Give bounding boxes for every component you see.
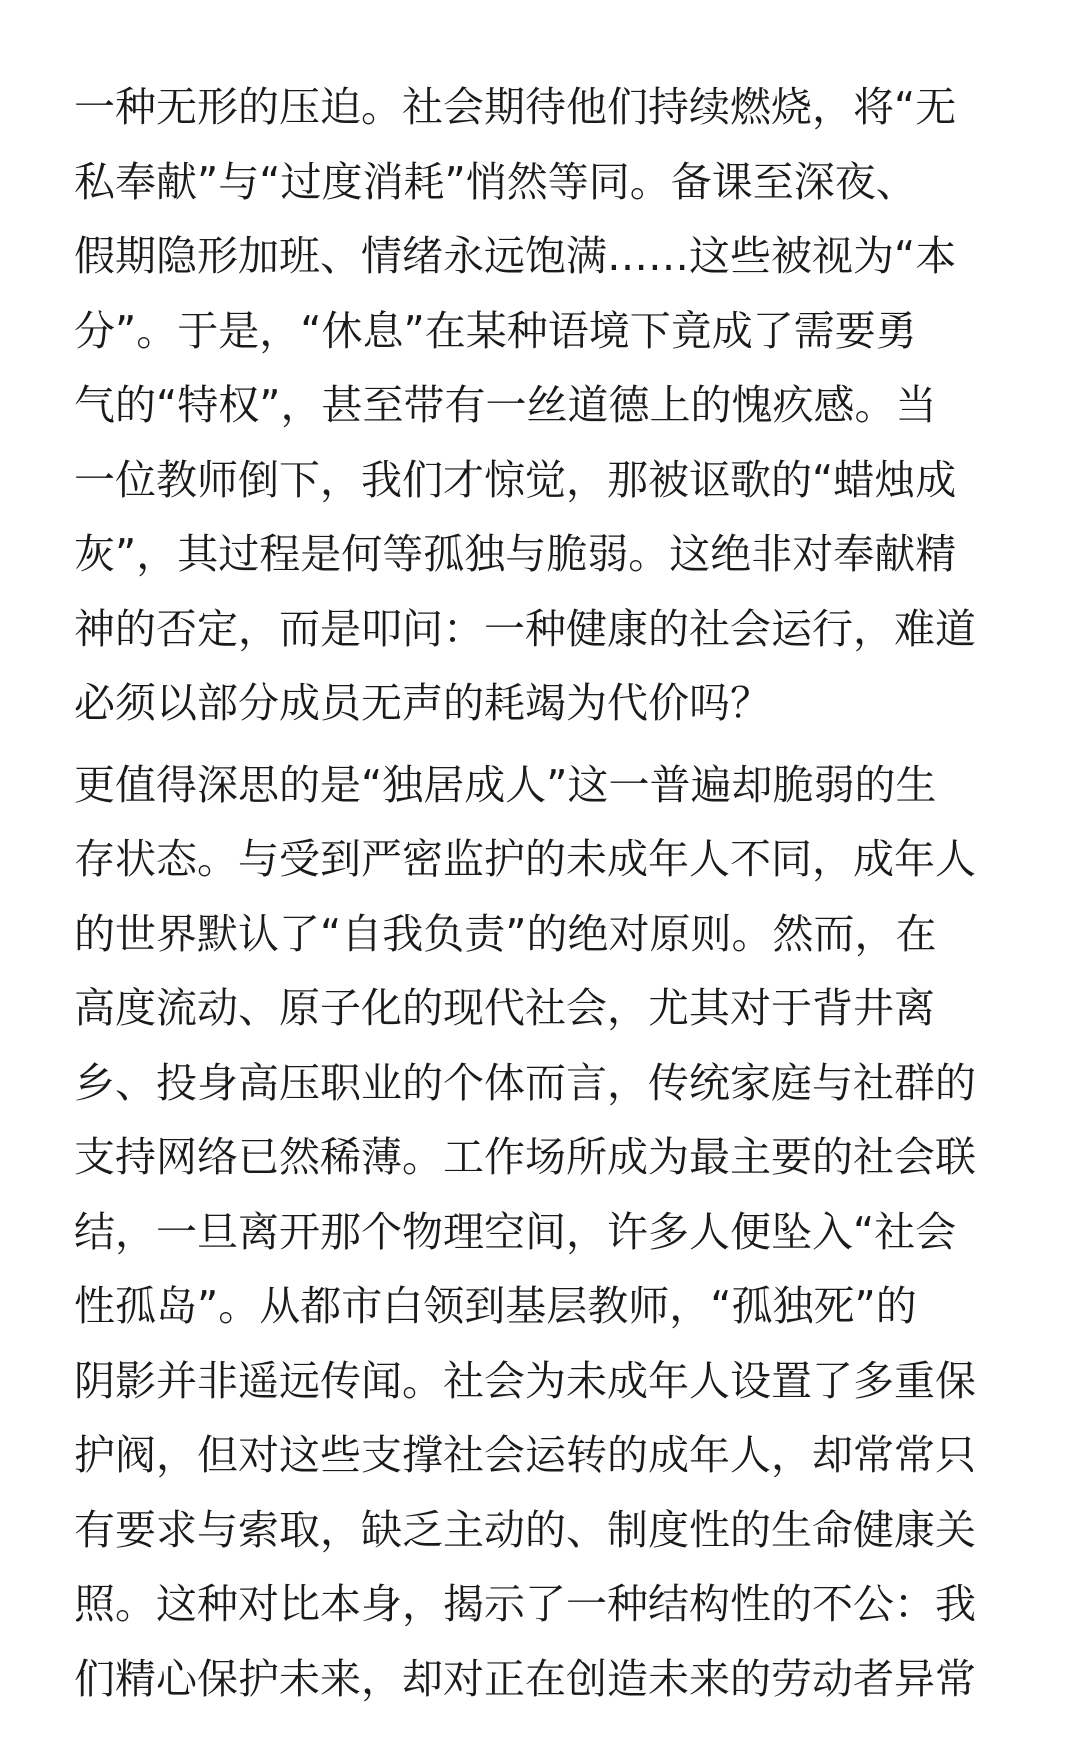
text-line: 必须以部分成员无声的耗竭为代价吗？ — [74, 679, 771, 727]
text-line: 阴影并非遥远传闻。社会为未成年人设置了多重保 — [74, 1356, 976, 1405]
text-line: 假期隐形加班、情绪永远饱满……这些被视为“本 — [74, 232, 957, 280]
text-line: 结，一旦离开那个物理空间，许多人便坠入“社会 — [74, 1207, 957, 1256]
text-line: 有要求与索取，缺乏主动的、制度性的生命健康关 — [74, 1505, 976, 1554]
paragraph — [74, 70, 1014, 741]
text-line: 们精心保护未来，却对正在创造未来的劳动者异常 — [74, 1654, 976, 1703]
text-line: 的世界默认了“自我负责”的绝对原则。然而，在 — [74, 909, 937, 958]
text-line: 分”。于是，“休息”在某种语境下竟成了需要勇 — [74, 306, 917, 355]
text-line: 一位教师倒下，我们才惊觉，那被讴歌的“蜡烛成 — [74, 455, 957, 504]
text-line: 高度流动、原子化的现代社会，尤其对于背井离 — [74, 984, 935, 1032]
text-line: 照。这种对比本身，揭示了一种结构性的不公：我 — [74, 1580, 976, 1628]
article-body — [74, 70, 1014, 1716]
text-line: 存状态。与受到严密监护的未成年人不同，成年人 — [74, 835, 976, 883]
text-line: 一种无形的压迫。社会期待他们持续燃烧，将“无 — [74, 83, 957, 131]
text-line: 神的否定，而是叩问：一种健康的社会运行，难道 — [74, 604, 976, 653]
text-line: 乡、投身高压职业的个体而言，传统家庭与社群的 — [74, 1058, 976, 1107]
text-line: 性孤岛”。从都市白领到基层教师，“孤独死”的 — [74, 1282, 917, 1330]
text-line: 私奉献”与“过度消耗”悄然等同。备课至深夜、 — [74, 157, 917, 206]
paragraph — [74, 748, 1014, 1717]
text-line: 更值得深思的是“独居成人”这一普遍却脆弱的生 — [74, 760, 937, 809]
text-line: 支持网络已然稀薄。工作场所成为最主要的社会联 — [74, 1133, 976, 1181]
text-line: 灰”，其过程是何等孤独与脆弱。这绝非对奉献精 — [74, 530, 957, 578]
text-line: 气的“特权”，甚至带有一丝道德上的愧疚感。当 — [74, 381, 937, 429]
text-line: 护阀，但对这些支撑社会运转的成年人，却常常只 — [74, 1431, 976, 1479]
